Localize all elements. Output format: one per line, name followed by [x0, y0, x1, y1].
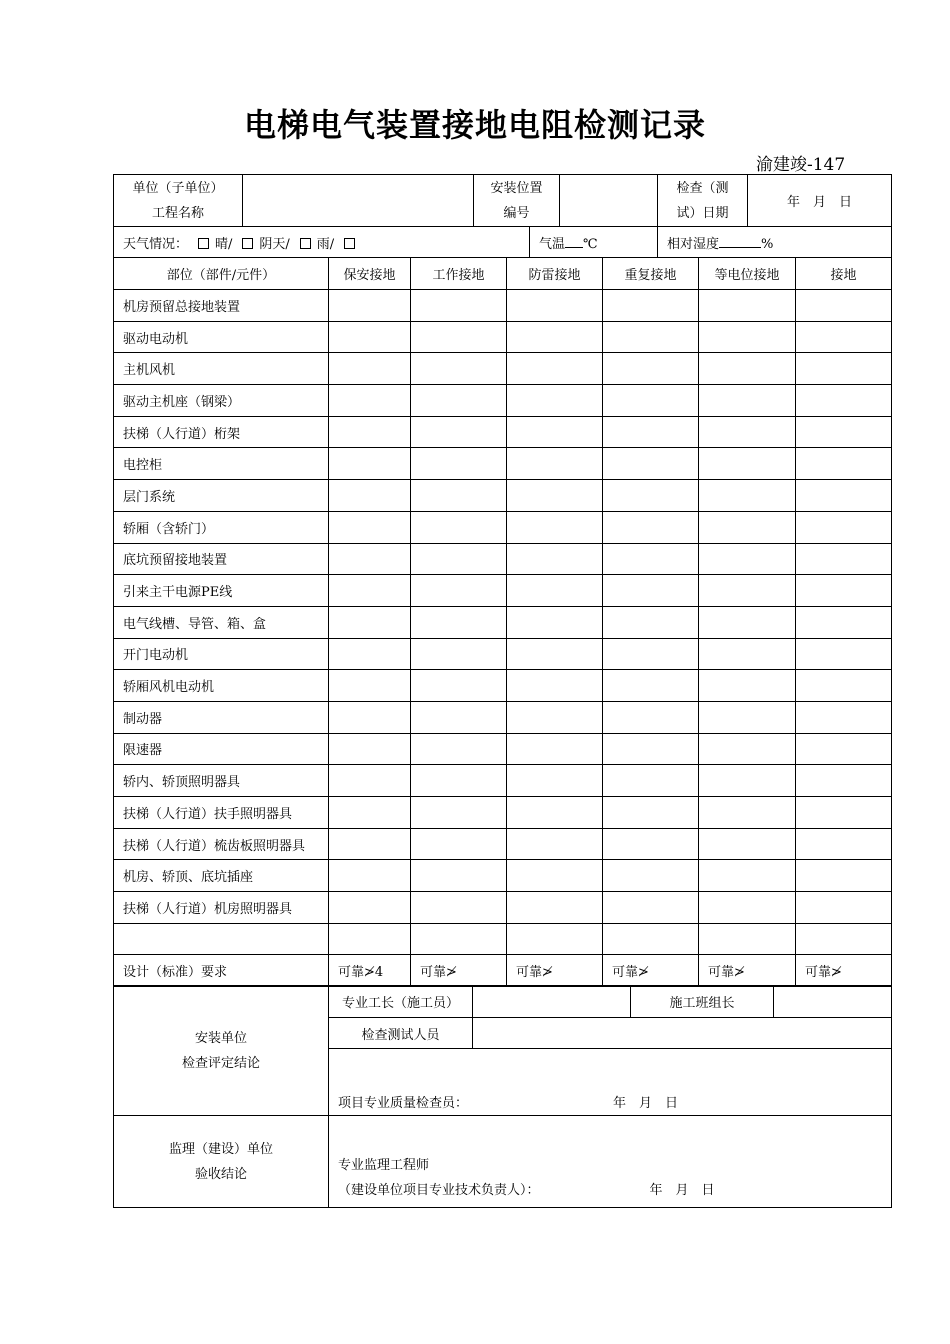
table-row	[114, 543, 892, 575]
measurement-cell[interactable]	[411, 480, 507, 512]
measurement-cell[interactable]	[699, 638, 796, 670]
engineer-sub-label: （建设单位项目专业技术负责人）：	[338, 1183, 540, 1198]
measurement-cell[interactable]	[699, 733, 796, 765]
measurement-cell[interactable]	[507, 480, 603, 512]
measurement-cell[interactable]	[699, 860, 796, 892]
part-label: 扶梯（人行道）扶手照明器具	[114, 797, 329, 829]
measurement-cell[interactable]	[411, 765, 507, 797]
measurement-cell[interactable]	[603, 606, 699, 638]
team-leader-field[interactable]	[774, 986, 892, 1018]
requirement-value-6[interactable]: 可靠≯	[796, 955, 892, 987]
measurement-cell[interactable]	[329, 511, 411, 543]
measurement-cell[interactable]	[329, 416, 411, 448]
measurement-cell[interactable]	[796, 923, 892, 955]
measurement-cell[interactable]	[329, 321, 411, 353]
conditions-table	[113, 226, 892, 258]
table-row	[114, 765, 892, 797]
measurement-cell[interactable]	[507, 701, 603, 733]
part-label: 限速器	[114, 733, 329, 765]
measurement-cell[interactable]	[411, 385, 507, 417]
measurement-cell[interactable]	[329, 638, 411, 670]
measurement-cell[interactable]	[507, 353, 603, 385]
table-row	[114, 353, 892, 385]
measurement-cell[interactable]	[796, 892, 892, 924]
measurement-cell[interactable]	[796, 701, 892, 733]
measurement-cell[interactable]	[699, 701, 796, 733]
install-position-label: 安装位置 编号	[474, 175, 560, 227]
measurement-cell[interactable]	[507, 733, 603, 765]
measurement-cell[interactable]	[411, 670, 507, 702]
measurement-cell[interactable]	[796, 670, 892, 702]
temperature-label: 气温	[539, 236, 566, 252]
measurement-cell[interactable]	[603, 828, 699, 860]
measurement-cell[interactable]	[603, 480, 699, 512]
page-title: 电梯电气装置接地电阻检测记录	[243, 106, 706, 144]
check-date-label: 检查（测 试）日期	[658, 175, 748, 227]
measurement-cell[interactable]	[411, 701, 507, 733]
measurement-cell[interactable]	[699, 290, 796, 322]
measurement-cell[interactable]	[329, 923, 411, 955]
table-row	[114, 575, 892, 607]
part-header: 部位（部件/元件）	[114, 258, 329, 290]
part-label: 扶梯（人行道）桁架	[114, 416, 329, 448]
measurement-cell[interactable]	[507, 638, 603, 670]
temperature-cell	[530, 227, 658, 258]
measurement-cell[interactable]	[411, 575, 507, 607]
measurement-cell[interactable]	[411, 606, 507, 638]
measurement-cell[interactable]	[699, 353, 796, 385]
form-code: 渝建竣-147	[756, 155, 846, 175]
foreman-field[interactable]	[473, 986, 631, 1018]
part-label: 驱动主机座（钢梁）	[114, 385, 329, 417]
measurement-cell[interactable]	[411, 923, 507, 955]
measurement-cell[interactable]	[603, 448, 699, 480]
column-header-6: 接地	[796, 258, 892, 290]
supervision-date: 年 月 日	[649, 1183, 715, 1198]
part-label: 机房、轿顶、底坑插座	[114, 860, 329, 892]
requirement-value-2[interactable]: 可靠≯	[411, 955, 507, 987]
measurement-cell[interactable]	[603, 353, 699, 385]
measurement-cell[interactable]	[411, 416, 507, 448]
measurement-cell[interactable]	[603, 543, 699, 575]
table-row	[114, 701, 892, 733]
measurement-cell[interactable]	[329, 448, 411, 480]
measurement-cell[interactable]	[796, 385, 892, 417]
measurement-cell[interactable]	[796, 511, 892, 543]
measurement-cell[interactable]	[329, 892, 411, 924]
table-row	[114, 416, 892, 448]
measurement-cell[interactable]	[699, 416, 796, 448]
measurement-cell[interactable]	[329, 828, 411, 860]
measurement-cell[interactable]	[603, 416, 699, 448]
measurement-cell[interactable]	[411, 321, 507, 353]
table-row	[114, 606, 892, 638]
measurement-cell[interactable]	[603, 923, 699, 955]
measurement-cell[interactable]	[796, 828, 892, 860]
part-label: 轿厢（含轿门）	[114, 511, 329, 543]
measurement-cell[interactable]	[796, 606, 892, 638]
measurement-cell[interactable]	[603, 385, 699, 417]
measurement-cell[interactable]	[411, 511, 507, 543]
table-row	[114, 290, 892, 322]
measurement-cell[interactable]	[796, 416, 892, 448]
measurement-cell[interactable]	[411, 448, 507, 480]
temperature-input[interactable]	[565, 234, 583, 248]
measurement-cell[interactable]	[507, 543, 603, 575]
measurement-cell[interactable]	[699, 606, 796, 638]
engineer-label: 专业监理工程师	[338, 1158, 430, 1173]
install-unit-label: 安装单位 检查评定结论	[114, 986, 329, 1116]
install-conclusion-table	[113, 985, 892, 1116]
measurement-cell[interactable]	[796, 353, 892, 385]
measurement-cell[interactable]	[411, 860, 507, 892]
table-row	[114, 638, 892, 670]
part-label: 制动器	[114, 701, 329, 733]
part-label: 主机风机	[114, 353, 329, 385]
table-row	[114, 892, 892, 924]
measurement-cell[interactable]	[796, 575, 892, 607]
measurement-cell[interactable]	[603, 670, 699, 702]
part-label	[114, 923, 329, 955]
requirement-value-3[interactable]: 可靠≯	[507, 955, 603, 987]
measurement-cell[interactable]	[507, 892, 603, 924]
other-checkbox[interactable]	[344, 238, 355, 249]
table-row	[114, 923, 892, 955]
measurement-cell[interactable]	[329, 290, 411, 322]
measurement-cell[interactable]	[507, 511, 603, 543]
measurement-cell[interactable]	[796, 290, 892, 322]
measurement-cell[interactable]	[507, 606, 603, 638]
measurement-cell[interactable]	[507, 385, 603, 417]
measurement-cell[interactable]	[411, 353, 507, 385]
measurement-cell[interactable]	[603, 511, 699, 543]
measurement-cell[interactable]	[796, 797, 892, 829]
measurement-cell[interactable]	[411, 733, 507, 765]
measurement-cell[interactable]	[796, 638, 892, 670]
team-leader-label: 施工班组长	[631, 986, 774, 1018]
measurement-cell[interactable]	[329, 670, 411, 702]
measurement-cell[interactable]	[507, 670, 603, 702]
measurement-cell[interactable]	[699, 385, 796, 417]
tester-field[interactable]	[473, 1018, 892, 1049]
table-row	[114, 670, 892, 702]
measurement-cell[interactable]	[796, 733, 892, 765]
tester-label: 检查测试人员	[329, 1018, 473, 1049]
measurement-cell[interactable]	[699, 828, 796, 860]
measurement-cell[interactable]	[603, 860, 699, 892]
rain-label: 雨/	[316, 236, 335, 252]
part-label: 底坑预留接地装置	[114, 543, 329, 575]
measurement-cell[interactable]	[603, 638, 699, 670]
table-row	[114, 448, 892, 480]
part-label: 扶梯（人行道）机房照明器具	[114, 892, 329, 924]
requirement-value-1[interactable]: 可靠≯4	[329, 955, 411, 987]
measurement-cell[interactable]	[507, 416, 603, 448]
measurement-cell[interactable]	[329, 353, 411, 385]
supervision-unit-label: 监理（建设）单位 验收结论	[114, 1116, 329, 1208]
measurement-cell[interactable]	[329, 797, 411, 829]
unit-name-field[interactable]	[243, 175, 474, 227]
cloudy-label: 阴天/	[259, 236, 290, 252]
cloudy-checkbox[interactable]	[242, 238, 253, 249]
weather-cell	[114, 227, 530, 258]
measurement-cell[interactable]	[699, 480, 796, 512]
measurement-cell[interactable]	[796, 321, 892, 353]
measurement-cell[interactable]	[699, 575, 796, 607]
inspector-label: 项目专业质量检查员：	[338, 1096, 469, 1111]
measurement-cell[interactable]	[329, 480, 411, 512]
part-label: 轿厢风机电动机	[114, 670, 329, 702]
check-date-field[interactable]: 年 月 日	[748, 175, 892, 227]
measurement-cell[interactable]	[411, 290, 507, 322]
measurement-cell[interactable]	[603, 797, 699, 829]
measurement-cell[interactable]	[796, 765, 892, 797]
measurement-cell[interactable]	[329, 701, 411, 733]
requirement-value-4[interactable]: 可靠≯	[603, 955, 699, 987]
measurement-cell[interactable]	[329, 765, 411, 797]
measurement-cell[interactable]	[603, 321, 699, 353]
measurement-cell[interactable]	[796, 448, 892, 480]
measurement-cell[interactable]	[603, 733, 699, 765]
part-label: 机房预留总接地装置	[114, 290, 329, 322]
requirement-value-5[interactable]: 可靠≯	[699, 955, 796, 987]
measurement-cell[interactable]	[329, 606, 411, 638]
part-label: 开门电动机	[114, 638, 329, 670]
weather-label: 天气情况：	[123, 236, 189, 252]
part-label: 扶梯（人行道）梳齿板照明器具	[114, 828, 329, 860]
sunny-label: 晴/	[215, 236, 233, 252]
measurement-cell[interactable]	[329, 385, 411, 417]
measurement-cell[interactable]	[796, 543, 892, 575]
measurement-cell[interactable]	[507, 321, 603, 353]
part-label: 电控柜	[114, 448, 329, 480]
measurement-cell[interactable]	[411, 638, 507, 670]
measurement-cell[interactable]	[603, 892, 699, 924]
measurement-cell[interactable]	[699, 892, 796, 924]
measurement-cell[interactable]	[699, 321, 796, 353]
measurement-cell[interactable]	[699, 511, 796, 543]
humidity-unit: %	[761, 236, 774, 252]
measurement-cell[interactable]	[507, 828, 603, 860]
measurement-cell[interactable]	[329, 575, 411, 607]
measurement-cell[interactable]	[507, 797, 603, 829]
measurement-cell[interactable]	[507, 575, 603, 607]
inspector-date: 年 月 日	[613, 1096, 679, 1111]
measurement-cell[interactable]	[796, 860, 892, 892]
measurement-cell[interactable]	[603, 701, 699, 733]
measurement-cell[interactable]	[411, 543, 507, 575]
measurement-cell[interactable]	[699, 923, 796, 955]
header-table	[113, 174, 892, 227]
inspector-cell[interactable]	[329, 1049, 892, 1116]
humidity-cell	[658, 227, 892, 258]
supervision-conclusion-table	[113, 1115, 892, 1208]
measurement-cell[interactable]	[507, 860, 603, 892]
measurement-cell[interactable]	[507, 765, 603, 797]
measurement-cell[interactable]	[507, 290, 603, 322]
part-label: 驱动电动机	[114, 321, 329, 353]
table-row	[114, 480, 892, 512]
foreman-label: 专业工长（施工员）	[329, 986, 473, 1018]
measurement-cell[interactable]	[411, 892, 507, 924]
table-row	[114, 797, 892, 829]
table-row	[114, 733, 892, 765]
grounding-table	[113, 257, 892, 987]
measurement-cell[interactable]	[699, 448, 796, 480]
unit-name-label: 单位（子单位） 工程名称	[114, 175, 243, 227]
measurement-cell[interactable]	[796, 480, 892, 512]
humidity-label: 相对湿度	[667, 236, 720, 252]
table-row	[114, 860, 892, 892]
measurement-cell[interactable]	[603, 765, 699, 797]
measurement-cell[interactable]	[329, 543, 411, 575]
column-header-3: 防雷接地	[507, 258, 603, 290]
measurement-cell[interactable]	[507, 448, 603, 480]
requirement-label: 设计（标准）要求	[114, 955, 329, 987]
measurement-cell[interactable]	[507, 923, 603, 955]
install-position-field[interactable]	[560, 175, 658, 227]
humidity-input[interactable]	[719, 234, 761, 248]
measurement-cell[interactable]	[699, 765, 796, 797]
column-header-5: 等电位接地	[699, 258, 796, 290]
column-header-2: 工作接地	[411, 258, 507, 290]
measurement-cell[interactable]	[411, 797, 507, 829]
measurement-cell[interactable]	[329, 733, 411, 765]
measurement-cell[interactable]	[603, 290, 699, 322]
column-header-1: 保安接地	[329, 258, 411, 290]
measurement-cell[interactable]	[699, 797, 796, 829]
table-row	[114, 321, 892, 353]
part-label: 层门系统	[114, 480, 329, 512]
measurement-cell[interactable]	[329, 860, 411, 892]
table-row	[114, 828, 892, 860]
part-label: 电气线槽、导管、箱、盒	[114, 606, 329, 638]
table-row	[114, 511, 892, 543]
measurement-cell[interactable]	[699, 543, 796, 575]
measurement-cell[interactable]	[411, 828, 507, 860]
part-label: 轿内、轿顶照明器具	[114, 765, 329, 797]
rain-checkbox[interactable]	[300, 238, 311, 249]
measurement-cell[interactable]	[699, 670, 796, 702]
supervision-cell[interactable]	[329, 1116, 892, 1208]
measurement-cell[interactable]	[603, 575, 699, 607]
sunny-checkbox[interactable]	[198, 238, 209, 249]
temperature-unit: ℃	[583, 236, 598, 252]
part-label: 引来主干电源PE线	[114, 575, 329, 607]
column-header-4: 重复接地	[603, 258, 699, 290]
table-row	[114, 385, 892, 417]
